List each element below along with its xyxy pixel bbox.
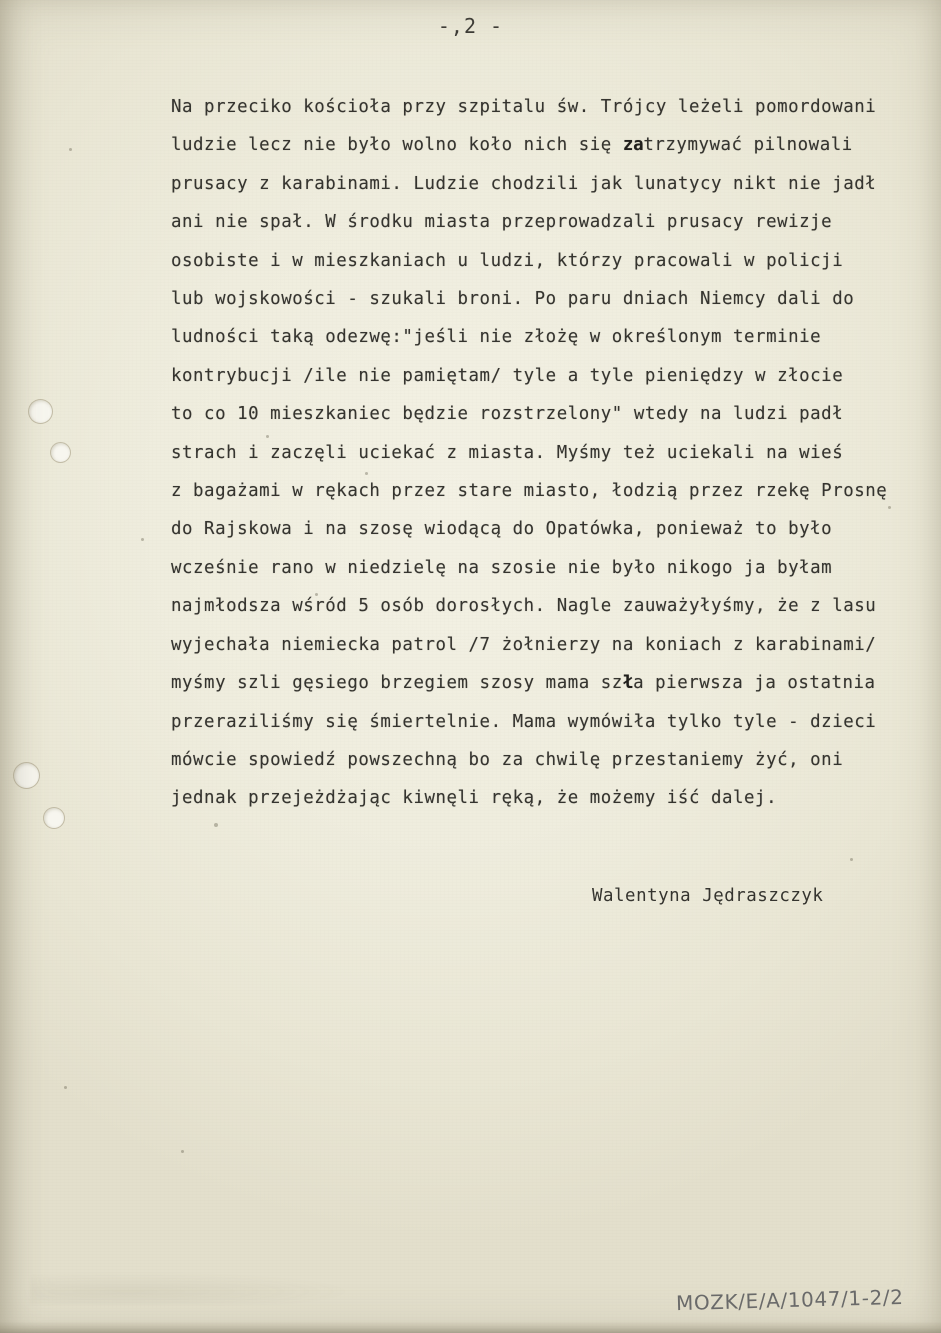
bottom-smudge <box>30 1271 360 1305</box>
scan-speck <box>850 858 853 861</box>
scan-speck <box>64 1086 67 1089</box>
text-line: z bagażami w rękach przez stare miasto, łodzią przez rzekę Prosnę <box>171 481 888 502</box>
text-line: Na przeciko kościoła przy szpitalu św. Trójcy leżeli pomordowani <box>171 97 877 117</box>
text-line: prusacy z karabinami. Ludzie chodzili jak lunatycy nikt nie jadł <box>171 173 877 194</box>
punch-hole-1 <box>29 400 52 423</box>
text-line: wyjechała niemiecka patrol /7 żołnierzy na koniach z karabinami/ <box>171 634 877 655</box>
punch-hole-4 <box>44 808 64 828</box>
text-line: ludności taką odezwę:"jeśli nie złożę w określonym terminie <box>171 327 822 348</box>
paper-bottom-edge <box>0 1321 941 1333</box>
archive-reference-handwritten: MOZK/E/A/1047/1-2/2 <box>675 1284 904 1316</box>
text-line: strach i zaczęli uciekać z miasta. Myśmy też uciekali na wieś <box>171 442 844 463</box>
text-line: jednak przejeżdżając kiwnęli ręką, że możemy iść dalej. <box>171 788 778 809</box>
punch-hole-3 <box>14 763 39 788</box>
punch-hole-2 <box>51 443 70 462</box>
scan-speck <box>69 148 72 151</box>
overstrike-glyph: ł <box>622 673 634 694</box>
text-line: mówcie spowiedź powszechną bo za chwilę przestaniemy żyć, oni <box>171 749 844 770</box>
text-line: ludzie lecz nie było wolno koło nich się zatrzymywać pilnowali <box>171 135 853 156</box>
typescript-body <box>171 88 901 818</box>
text-line: kontrybucji /ile nie pamiętam/ tyle a tyle pieniędzy w złocie <box>171 365 844 386</box>
text-line: przeraziliśmy się śmiertelnie. Mama wymówiła tylko tyle - dzieci <box>171 711 877 732</box>
text-line: to co 10 mieszkaniec będzie rozstrzelony" wtedy na ludzi padł <box>171 404 844 425</box>
text-line: myśmy szli gęsiego brzegiem szosy mama szła pierwsza ja ostatnia <box>171 673 876 694</box>
scan-speck <box>141 538 144 541</box>
overstrike-glyph: za <box>622 135 644 156</box>
text-line: do Rajskowa i na szosę wiodącą do Opatówka, ponieważ to było <box>171 519 833 540</box>
text-line: wcześnie rano w niedzielę na szosie nie było nikogo ja byłam <box>171 557 833 578</box>
text-line: osobiste i w mieszkaniach u ludzi, którzy pracowali w policji <box>171 250 844 271</box>
text-line: lub wojskowości - szukali broni. Po paru dniach Niemcy dali do <box>171 289 855 310</box>
scan-speck <box>214 823 218 827</box>
text-line: najmłodsza wśród 5 osób dorosłych. Nagle zauważyłyśmy, że z lasu <box>171 596 877 617</box>
author-signature: Walentyna Jędraszczyk <box>592 886 824 906</box>
text-line: ani nie spał. W środku miasta przeprowadzali prusacy rewizje <box>171 212 833 233</box>
page-number-header: -,2 - <box>437 14 504 38</box>
scan-speck <box>181 1150 184 1153</box>
